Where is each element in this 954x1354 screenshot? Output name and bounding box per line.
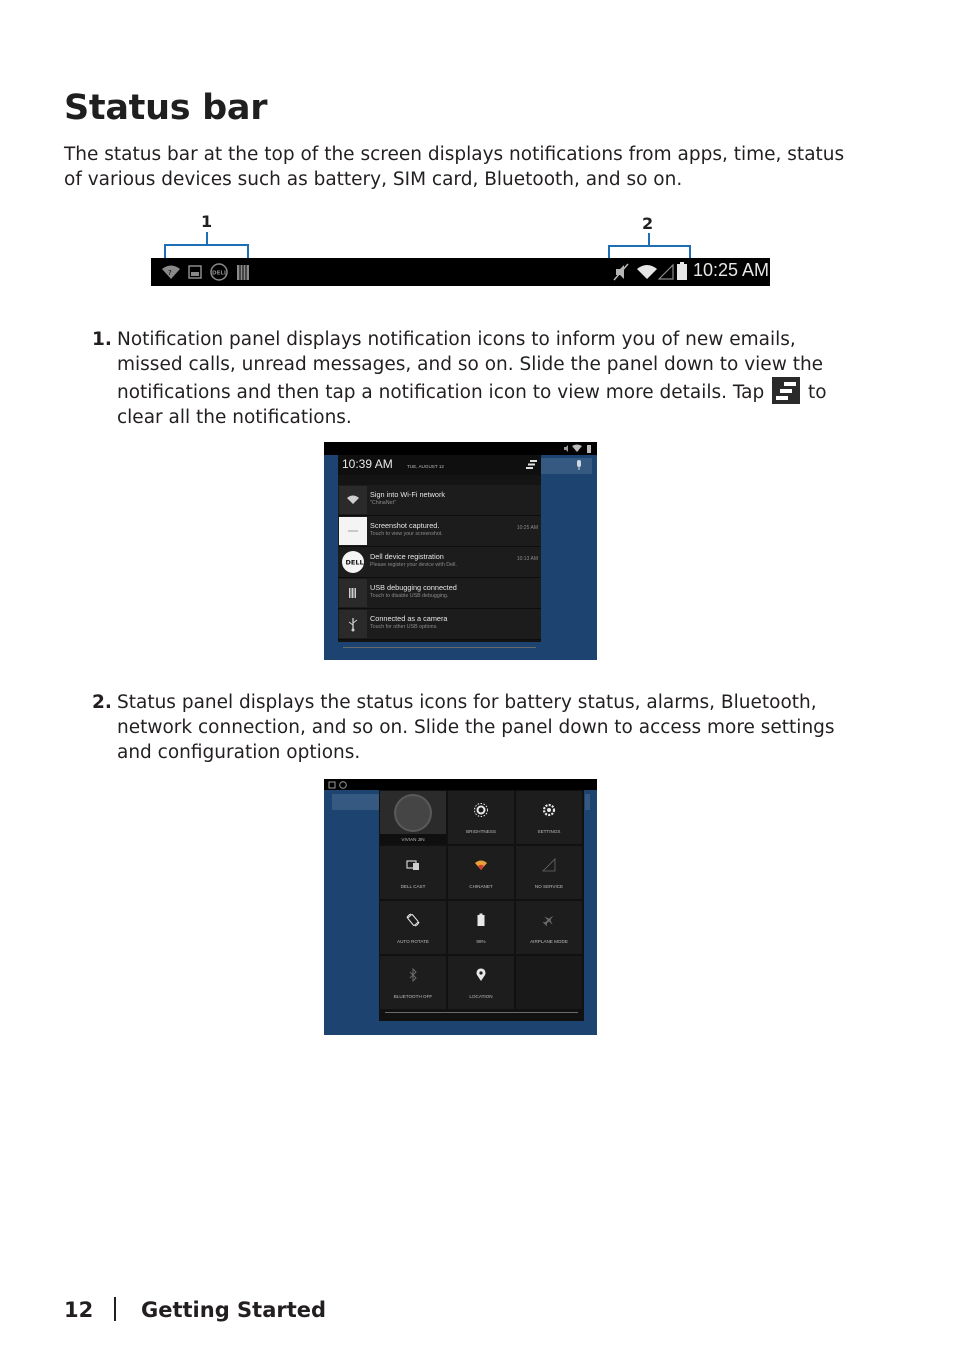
signal-icon	[542, 858, 556, 872]
gear-icon	[542, 803, 556, 817]
tile-label: BRIGHTNESS	[466, 829, 496, 834]
tile-label: NO SERVICE	[534, 884, 564, 889]
intro-paragraph: The status bar at the top of the screen displays notifications from apps, time, status of various devices such as battery, SIM card, Bluetooth, and so on.	[64, 144, 845, 190]
clear-all-icon	[772, 377, 800, 404]
brightness-icon	[474, 803, 488, 817]
notification-subtitle: Touch for other USB options.	[370, 624, 438, 630]
tile-label: AUTO ROTATE	[397, 939, 429, 944]
notification-subtitle: Touch to view your screenshot.	[370, 531, 443, 537]
status-icons	[328, 781, 350, 789]
rotate-icon	[406, 913, 420, 927]
notification-row[interactable]	[338, 547, 541, 578]
screenshot-status-bar	[324, 779, 597, 790]
dell-logo-icon	[339, 548, 367, 576]
svg-text:DELL: DELL	[212, 270, 228, 277]
list-item-text	[117, 327, 852, 430]
bluetooth-icon	[406, 968, 420, 982]
tile-no-service[interactable]	[516, 846, 582, 899]
list-item-1	[92, 327, 852, 427]
tile-settings[interactable]	[516, 791, 582, 844]
notification-subtitle: Touch to disable USB debugging.	[370, 593, 449, 599]
tile-brightness[interactable]	[448, 791, 514, 844]
callout-2-bracket	[608, 245, 691, 247]
list-item-2	[92, 690, 852, 766]
wifi-icon	[636, 264, 658, 280]
callout-2-stem	[648, 233, 650, 245]
search-box-edge	[585, 794, 590, 810]
notification-row[interactable]	[338, 516, 541, 547]
callout-1-stem	[206, 232, 208, 244]
screenshot-thumbnail-icon	[339, 517, 367, 545]
battery-icon	[474, 913, 488, 927]
cast-icon	[406, 858, 420, 872]
shade-date: TUE, AUGUST 12	[407, 464, 444, 469]
dell-logo-icon	[209, 263, 229, 281]
tile-battery[interactable]	[448, 901, 514, 954]
notification-title: Connected as a camera	[370, 614, 448, 623]
shade-time: 10:39 AM	[342, 457, 393, 471]
notification-shade[interactable]	[338, 455, 541, 642]
quick-settings-shade[interactable]	[379, 790, 584, 1021]
list-item-text: Status panel displays the status icons for battery status, alarms, Bluetooth, network connection, and so on. Slide the panel down to access more settings and configuration options.	[117, 692, 835, 763]
airplane-icon	[542, 913, 556, 927]
shade-handle[interactable]	[385, 1012, 578, 1013]
status-bar-time: 10:25 AM	[693, 260, 770, 280]
tile-wifi[interactable]	[448, 846, 514, 899]
notification-time: 10:25 AM	[516, 525, 538, 531]
tile-airplane-mode[interactable]	[516, 901, 582, 954]
search-box-bg	[332, 794, 380, 810]
tile-bluetooth[interactable]	[380, 956, 446, 1009]
screenshot-icon	[188, 265, 202, 279]
search-box-bg	[540, 458, 592, 474]
tile-user[interactable]	[380, 791, 446, 844]
location-icon	[474, 968, 488, 982]
tile-label: AIRPLANE MODE	[530, 939, 568, 944]
tile-location[interactable]	[448, 956, 514, 1009]
notification-row[interactable]	[338, 578, 541, 609]
user-avatar-icon	[393, 793, 433, 833]
tile-dell-cast[interactable]	[380, 846, 446, 899]
notification-subtitle: Please register your device with Dell.	[370, 562, 457, 568]
notification-row[interactable]	[338, 609, 541, 640]
screenshot-status-bar	[324, 442, 597, 455]
tile-label: DELL CAST	[400, 884, 426, 889]
tile-empty	[516, 956, 582, 1009]
tile-label: 98%	[476, 939, 486, 944]
notification-title: USB debugging connected	[370, 583, 457, 592]
callout-1-bracket	[164, 244, 249, 246]
page-number: 12	[64, 1298, 94, 1322]
notification-title: Screenshot captured.	[370, 521, 440, 530]
usb-icon	[339, 610, 367, 638]
notification-title: Dell device registration	[370, 552, 444, 561]
notification-title: Sign into Wi-Fi network	[370, 490, 446, 499]
mic-icon	[575, 460, 583, 471]
svg-text:DELL: DELL	[345, 558, 364, 567]
section-title: Getting Started	[141, 1298, 327, 1322]
battery-icon	[677, 262, 687, 280]
mute-icon	[613, 263, 629, 281]
status-bar-image	[151, 258, 770, 286]
notification-time: 10:13 AM	[516, 556, 538, 562]
shade-handle[interactable]	[343, 647, 536, 648]
notification-panel-screenshot	[324, 442, 597, 660]
svg-text:?: ?	[168, 269, 172, 277]
callout-2: 2	[642, 214, 654, 233]
notification-row[interactable]	[338, 485, 541, 516]
no-signal-icon	[658, 263, 674, 280]
page-heading: Status bar	[64, 88, 268, 128]
notification-subtitle: "ChinaNet"	[370, 500, 396, 506]
footer-separator	[114, 1297, 116, 1321]
tile-label: SETTINGS	[537, 829, 561, 834]
tile-auto-rotate[interactable]	[380, 901, 446, 954]
tile-label: VIVIAN JIN	[401, 837, 425, 842]
usb-debug-icon	[339, 579, 367, 607]
tile-label: CHINANET	[469, 884, 493, 889]
wifi-icon	[339, 486, 367, 514]
list-item-text-after: to clear all the notifications.	[117, 382, 827, 428]
tile-label: BLUETOOTH OFF	[393, 994, 433, 999]
list-item-number: 2.	[92, 692, 112, 713]
usb-debug-icon	[236, 264, 250, 281]
quick-settings-screenshot	[324, 779, 597, 1035]
callout-1: 1	[201, 212, 213, 231]
shade-header	[338, 455, 541, 475]
tile-label: LOCATION	[469, 994, 493, 999]
status-icons	[562, 444, 594, 453]
wifi-question-icon	[161, 264, 181, 280]
clear-all-icon[interactable]	[524, 459, 538, 470]
wifi-icon	[474, 858, 488, 872]
list-item-text-before: Notification panel displays notification icons to inform you of new emails, missed calls, unread messages, and so on. Slide the panel down to view the notifications and then tap a notification icon to view more details. Tap	[117, 329, 824, 403]
list-item-number: 1.	[92, 329, 112, 350]
